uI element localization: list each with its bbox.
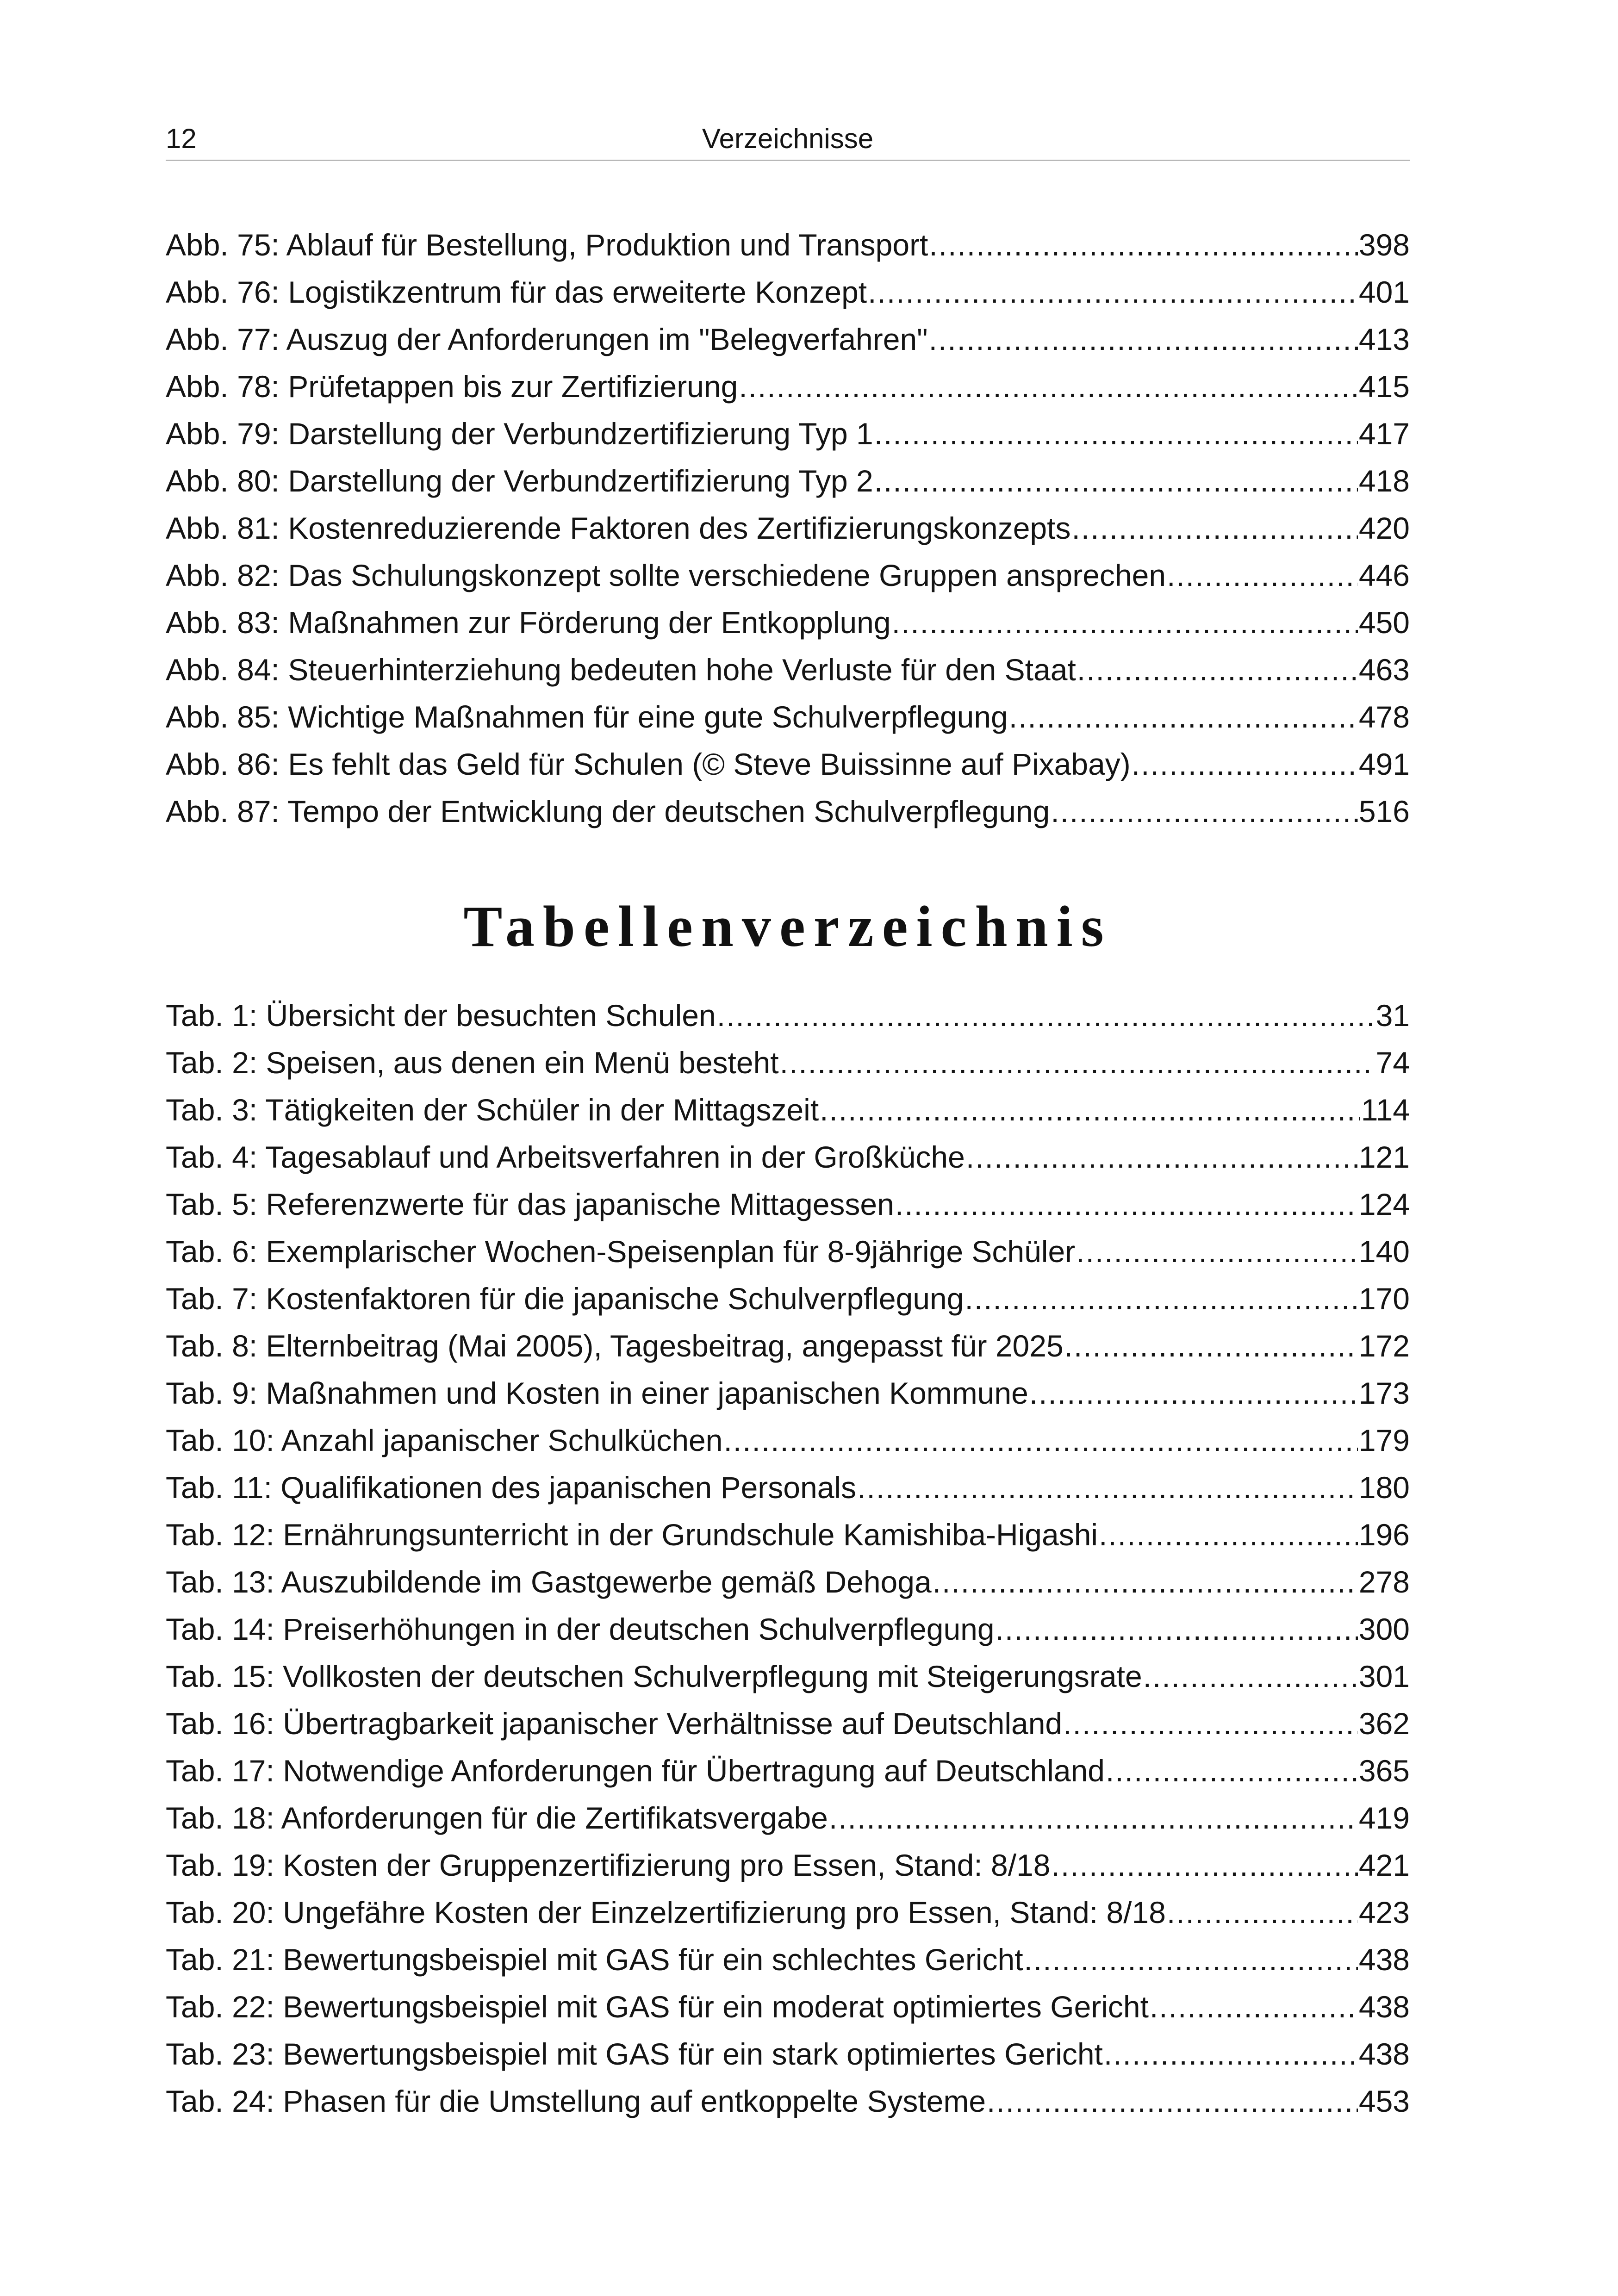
dot-leader: [966, 1133, 1358, 1181]
table-entry[interactable]: [166, 1747, 1410, 1794]
figure-entry-page: 401: [1358, 275, 1410, 309]
table-entry-page: 421: [1358, 1848, 1410, 1882]
table-entry[interactable]: [166, 1464, 1410, 1511]
figure-entry-title: Abb. 76: Logistikzentrum für das erweiterte Konzept: [166, 275, 867, 309]
table-entry[interactable]: [166, 1511, 1410, 1558]
dot-leader: [857, 1464, 1358, 1511]
figure-entry-title: Abb. 86: Es fehlt das Geld für Schulen (© Steve Buissinne auf Pixabay): [166, 747, 1131, 781]
table-entry-page: 114: [1361, 1093, 1410, 1127]
table-entry-page: 173: [1358, 1376, 1410, 1410]
figure-entry-title: Abb. 87: Tempo der Entwicklung der deutschen Schulverpflegung: [166, 794, 1050, 828]
table-entry-page: 31: [1375, 998, 1410, 1033]
table-entry-title: Tab. 2: Speisen, aus denen ein Menü besteht: [166, 1045, 779, 1080]
table-entry-page: 423: [1358, 1895, 1410, 1929]
table-entry-page: 172: [1358, 1329, 1410, 1363]
table-entry-page: 121: [1358, 1140, 1410, 1174]
dot-leader: [1064, 1322, 1358, 1369]
dot-leader: [929, 316, 1358, 363]
table-entry[interactable]: [166, 1322, 1410, 1369]
table-entry[interactable]: [166, 1275, 1410, 1322]
figure-entry-page: 463: [1358, 653, 1410, 687]
figure-entry[interactable]: [166, 221, 1410, 268]
table-entry-title: Tab. 24: Phasen für die Umstellung auf entkoppelte Systeme: [166, 2084, 986, 2118]
table-entry[interactable]: [166, 1228, 1410, 1275]
table-entry-title: Tab. 3: Tätigkeiten der Schüler in der Mittagszeit: [166, 1093, 819, 1127]
table-entry-title: Tab. 16: Übertragbarkeit japanischer Verhältnisse auf Deutschland: [166, 1706, 1063, 1741]
figure-entry-page: 420: [1358, 511, 1410, 545]
figure-entry[interactable]: [166, 363, 1410, 410]
dot-leader: [1167, 1889, 1358, 1936]
table-entry-page: 179: [1358, 1423, 1410, 1457]
dot-leader: [1132, 740, 1358, 788]
figure-entry-page: 516: [1358, 794, 1410, 828]
figure-entry-title: Abb. 79: Darstellung der Verbundzertifizierung Typ 1: [166, 417, 873, 451]
dot-leader: [1167, 552, 1358, 599]
table-entry-page: 124: [1358, 1187, 1410, 1221]
table-entry[interactable]: [166, 1086, 1410, 1133]
table-entry-title: Tab. 7: Kostenfaktoren für die japanische Schulverpflegung: [166, 1282, 964, 1316]
dot-leader: [1143, 1653, 1358, 1700]
table-entry[interactable]: [166, 2078, 1410, 2125]
dot-leader: [895, 1181, 1358, 1228]
dot-leader: [1051, 788, 1358, 835]
dot-leader: [1150, 1983, 1358, 2030]
table-entry[interactable]: [166, 1039, 1410, 1086]
figure-entry-title: Abb. 78: Prüfetappen bis zur Zertifizierung: [166, 369, 738, 404]
figure-entry[interactable]: [166, 646, 1410, 693]
table-entry[interactable]: [166, 1181, 1410, 1228]
table-entry-title: Tab. 4: Tagesablauf und Arbeitsverfahren in der Großküche: [166, 1140, 965, 1174]
dot-leader: [820, 1086, 1360, 1133]
dot-leader: [987, 2078, 1358, 2125]
table-entry-title: Tab. 10: Anzahl japanischer Schulküchen: [166, 1423, 723, 1457]
table-entry[interactable]: [166, 1936, 1410, 1983]
dot-leader: [965, 1275, 1357, 1322]
dot-leader: [780, 1039, 1375, 1086]
table-entry-title: Tab. 9: Maßnahmen und Kosten in einer japanischen Kommune: [166, 1376, 1028, 1410]
figure-entry-page: 491: [1358, 747, 1410, 781]
table-entry-title: Tab. 20: Ungefähre Kosten der Einzelzertifizierung pro Essen, Stand: 8/18: [166, 1895, 1166, 1929]
figure-entry-title: Abb. 77: Auszug der Anforderungen im "Belegverfahren": [166, 322, 928, 356]
figure-entry[interactable]: [166, 268, 1410, 316]
dot-leader: [1099, 1511, 1358, 1558]
table-entry-title: Tab. 12: Ernährungsunterricht in der Grundschule Kamishiba-Higashi: [166, 1518, 1098, 1552]
dot-leader: [1024, 1936, 1358, 1983]
figure-entry-page: 446: [1358, 558, 1410, 592]
figure-entry-page: 478: [1358, 700, 1410, 734]
running-header: [166, 118, 1410, 161]
table-entry-page: 301: [1358, 1659, 1410, 1693]
dot-leader: [874, 457, 1358, 504]
table-entry-title: Tab. 17: Notwendige Anforderungen für Übertragung auf Deutschland: [166, 1754, 1105, 1788]
table-entry-page: 74: [1375, 1045, 1410, 1080]
figure-entry[interactable]: [166, 599, 1410, 646]
table-entry-title: Tab. 15: Vollkosten der deutschen Schulverpflegung mit Steigerungsrate: [166, 1659, 1142, 1693]
table-entry-page: 419: [1358, 1801, 1410, 1835]
figure-entry[interactable]: [166, 740, 1410, 788]
table-entry-title: Tab. 11: Qualifikationen des japanischen Personals: [166, 1470, 857, 1505]
figure-entry[interactable]: [166, 316, 1410, 363]
table-entry-page: 196: [1358, 1518, 1410, 1552]
figure-entry-title: Abb. 85: Wichtige Maßnahmen für eine gute Schulverpflegung: [166, 700, 1008, 734]
table-entry-page: 278: [1358, 1565, 1410, 1599]
figure-entry-title: Abb. 84: Steuerhinterziehung bedeuten hohe Verluste für den Staat: [166, 653, 1076, 687]
table-entry[interactable]: [166, 1417, 1410, 1464]
table-entry[interactable]: [166, 1605, 1410, 1653]
table-entry[interactable]: [166, 2030, 1410, 2078]
dot-leader: [1029, 1369, 1358, 1417]
table-entry[interactable]: [166, 992, 1410, 1039]
tables-heading: Tabellenverzeichnis: [463, 895, 1112, 959]
table-entry-page: 365: [1358, 1754, 1410, 1788]
table-entry-title: Tab. 22: Bewertungsbeispiel mit GAS für ein moderat optimiertes Gericht: [166, 1990, 1149, 2024]
figure-entry-title: Abb. 75: Ablauf für Bestellung, Produktion und Transport: [166, 228, 928, 262]
table-list: [166, 992, 1410, 2125]
figure-entry[interactable]: [166, 457, 1410, 504]
table-entry[interactable]: [166, 1842, 1410, 1889]
figure-entry-title: Abb. 82: Das Schulungskonzept sollte verschiedene Gruppen ansprechen: [166, 558, 1166, 592]
dot-leader: [1106, 1747, 1358, 1794]
dot-leader: [1063, 1700, 1358, 1747]
table-entry-title: Tab. 19: Kosten der Gruppenzertifizierung pro Essen, Stand: 8/18: [166, 1848, 1051, 1882]
dot-leader: [1009, 693, 1358, 740]
table-entry-title: Tab. 6: Exemplarischer Wochen-Speisenplan für 8-9jährige Schüler: [166, 1234, 1076, 1269]
table-entry-title: Tab. 13: Auszubildende im Gastgewerbe gemäß Dehoga: [166, 1565, 932, 1599]
page-number: 12: [166, 123, 197, 154]
dot-leader: [892, 599, 1358, 646]
table-entry-page: 180: [1358, 1470, 1410, 1505]
figure-entry-page: 415: [1358, 369, 1410, 404]
table-entry-title: Tab. 21: Bewertungsbeispiel mit GAS für ein schlechtes Gericht: [166, 1942, 1023, 1977]
figure-entry[interactable]: [166, 693, 1410, 740]
running-title: Verzeichnisse: [702, 123, 874, 154]
table-entry-page: 170: [1358, 1282, 1410, 1316]
figure-entry-page: 413: [1358, 322, 1410, 356]
table-entry-title: Tab. 18: Anforderungen für die Zertifikatsvergabe: [166, 1801, 828, 1835]
dot-leader: [717, 992, 1375, 1039]
table-entry-page: 438: [1358, 2037, 1410, 2071]
figure-entry-page: 418: [1358, 464, 1410, 498]
table-entry[interactable]: [166, 1983, 1410, 2030]
figure-entry[interactable]: [166, 788, 1410, 835]
figure-entry-title: Abb. 80: Darstellung der Verbundzertifizierung Typ 2: [166, 464, 873, 498]
table-entry-page: 300: [1358, 1612, 1410, 1646]
table-entry-title: Tab. 23: Bewertungsbeispiel mit GAS für ein stark optimiertes Gericht: [166, 2037, 1103, 2071]
dot-leader: [1104, 2030, 1358, 2078]
dot-leader: [1071, 504, 1357, 552]
figure-entry[interactable]: [166, 504, 1410, 552]
figure-list: [166, 221, 1410, 835]
figure-entry-page: 450: [1358, 605, 1410, 640]
table-entry[interactable]: [166, 1558, 1410, 1605]
table-entry-page: 438: [1358, 1990, 1410, 2024]
figure-entry[interactable]: [166, 552, 1410, 599]
dot-leader: [739, 363, 1358, 410]
table-entry-title: Tab. 1: Übersicht der besuchten Schulen: [166, 998, 716, 1033]
table-entry-page: 362: [1358, 1706, 1410, 1741]
dot-leader: [723, 1417, 1357, 1464]
table-entry[interactable]: [166, 1889, 1410, 1936]
figure-entry-page: 417: [1358, 417, 1410, 451]
table-entry-page: 140: [1358, 1234, 1410, 1269]
table-entry-page: 438: [1358, 1942, 1410, 1977]
figure-entry-title: Abb. 81: Kostenreduzierende Faktoren des Zertifizierungskonzepts: [166, 511, 1071, 545]
dot-leader: [996, 1605, 1358, 1653]
table-entry[interactable]: [166, 1794, 1410, 1842]
table-entry-title: Tab. 14: Preiserhöhungen in der deutschen Schulverpflegung: [166, 1612, 995, 1646]
figure-entry-title: Abb. 83: Maßnahmen zur Förderung der Entkopplung: [166, 605, 891, 640]
table-entry-page: 453: [1358, 2084, 1410, 2118]
dot-leader: [1076, 1228, 1358, 1275]
dot-leader: [1077, 646, 1358, 693]
table-entry-title: Tab. 5: Referenzwerte für das japanische Mittagessen: [166, 1187, 894, 1221]
table-entry[interactable]: [166, 1700, 1410, 1747]
document-page: [166, 0, 1410, 2296]
dot-leader: [1052, 1842, 1358, 1889]
table-entry[interactable]: [166, 1369, 1410, 1417]
table-entry-title: Tab. 8: Elternbeitrag (Mai 2005), Tagesbeitrag, angepasst für 2025: [166, 1329, 1064, 1363]
figure-entry[interactable]: [166, 410, 1410, 457]
dot-leader: [933, 1558, 1358, 1605]
table-entry[interactable]: [166, 1653, 1410, 1700]
figure-entry-page: 398: [1358, 228, 1410, 262]
dot-leader: [929, 221, 1357, 268]
dot-leader: [874, 410, 1358, 457]
table-entry[interactable]: [166, 1133, 1410, 1181]
dot-leader: [868, 268, 1358, 316]
dot-leader: [829, 1794, 1358, 1842]
